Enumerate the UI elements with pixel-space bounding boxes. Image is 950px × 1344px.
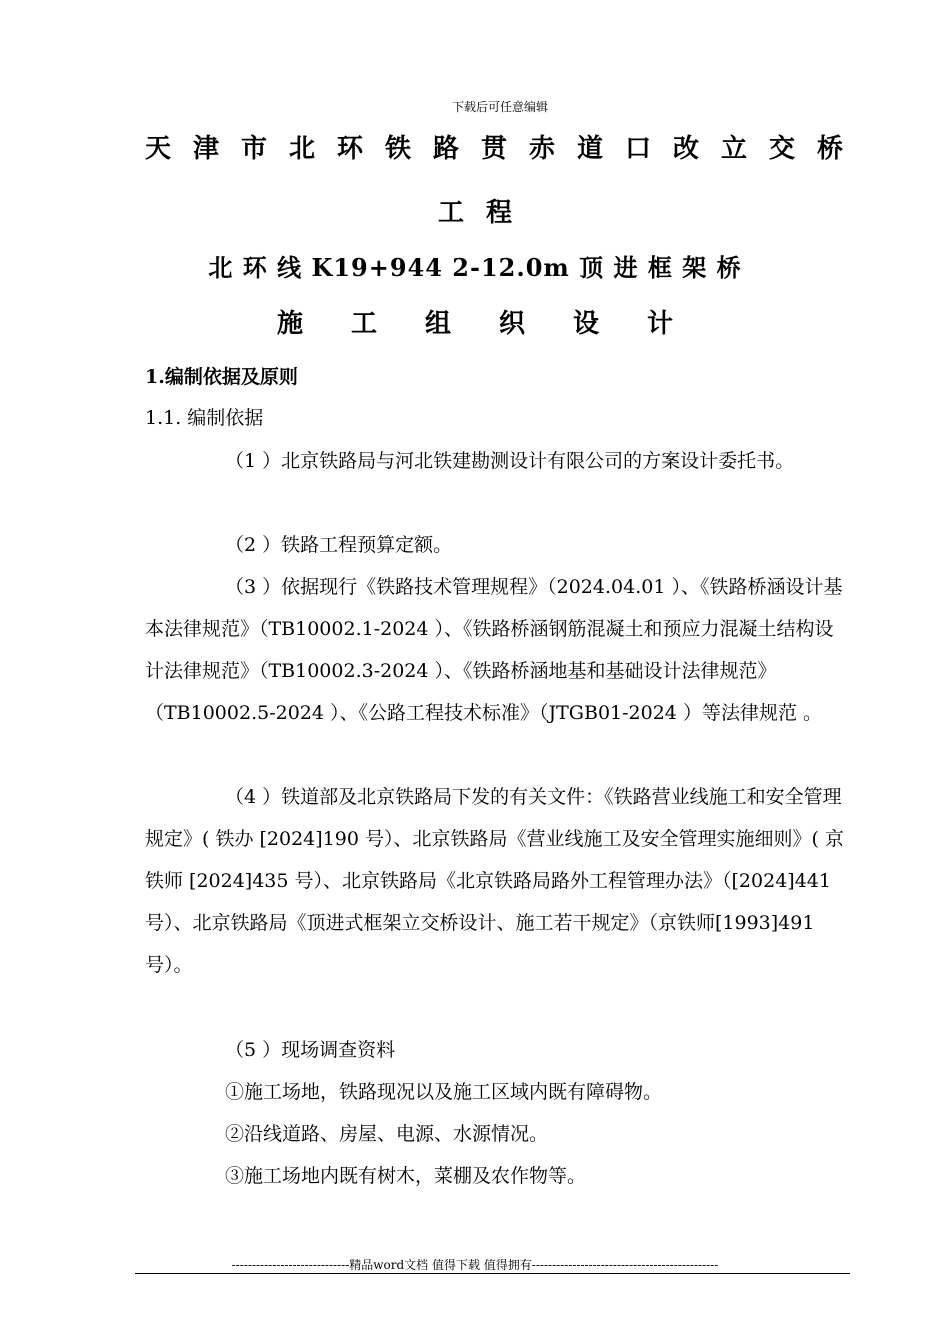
site-survey-item-3: ③施工场地内既有树木，菜棚及农作物等。 bbox=[225, 1165, 587, 1187]
basis-item-2: （2 ）铁路工程预算定额。 bbox=[225, 534, 453, 556]
document-title-line-4: 施工组织设计 bbox=[276, 309, 721, 339]
basis-item-4: （4 ）铁道部及北京铁路局下发的有关文件：《铁路营业线施工和安全管理规定》( 铁办 [2024]190 号）、北京铁路局《营业线施工及安全管理实施细则》( 京铁师 [2024]435 号）、北京铁路局《北京铁路局路外工程管理办法》（[2024]441 号）、北京铁路局《顶进式框架立交桥设计、施工若干规定》（京铁师[1993]491 号）。 bbox=[145, 786, 844, 976]
basis-item-1: （1 ）北京铁路局与河北铁建勘测设计有限公司的方案设计委托书。 bbox=[225, 450, 795, 472]
basis-item-5: （5 ）现场调查资料 bbox=[225, 1039, 396, 1061]
document-title-line-3: 北 环 线 K19+944 2-12.0m 顶 进 框 架 桥 bbox=[208, 253, 742, 282]
site-survey-item-1: ①施工场地，铁路现况以及施工区域内既有障碍物。 bbox=[225, 1081, 663, 1103]
basis-item-3: （3 ）依据现行《铁路技术管理规程》（2024.04.01 ）、《铁路桥涵设计基本法律规范》（TB10002.1-2024 ）、《铁路桥涵钢筋混凝土和预应力混凝土结构设计法律规范》（TB10002.3-2024 ）、《铁路桥涵地基和基础设计法律规范》（TB10002.5-2024 ）、《公路工程技术标准》（JTGB01-2024 ）等法律规范 。 bbox=[145, 576, 843, 724]
header-note: 下载后可任意编辑 bbox=[451, 100, 548, 114]
subsection-heading: 1.1. 编制依据 bbox=[145, 407, 264, 429]
document-title-line-1: 天津市北环铁路贯赤道口改立交桥 bbox=[145, 134, 866, 164]
site-survey-item-2: ②沿线道路、房屋、电源、水源情况。 bbox=[225, 1123, 549, 1145]
section-heading: 1.编制依据及原则 bbox=[145, 366, 298, 388]
footer-note: -----------------------------精品word文档 值得下载 值得拥有---------------------------------------------- bbox=[231, 1258, 719, 1272]
document-title-line-2: 工程 bbox=[437, 198, 534, 228]
footer-rule bbox=[135, 1273, 850, 1274]
